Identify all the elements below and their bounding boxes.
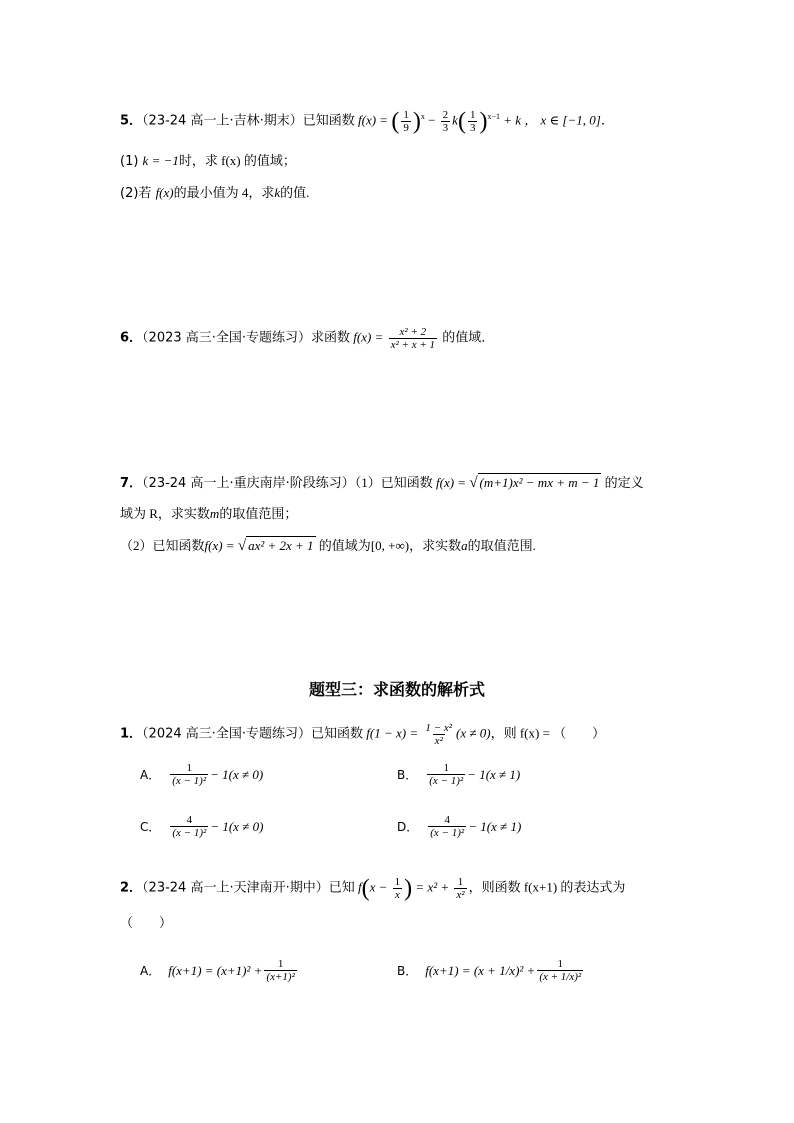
q7-radical-2: ax² + 2x + 1 [248, 538, 314, 553]
q5-frac-3: $\frac{1}{3}$ [469, 108, 476, 134]
q7-line2: 域为 R，求实数m的取值范围； [120, 506, 298, 521]
q6-number: 6． [120, 330, 143, 346]
q5-part1: (1) k = −1时，求 f(x) 的值域； [120, 153, 296, 169]
q5-part2: (2)若 f(x)的最小值为 4，求k的值. [120, 185, 310, 201]
s1-line: 1．（2024 高三·全国·专题练习）已知函数 f(1 − x) = $\frac{\text{1 − x²}}{\text{x²}}$ (x ≠ 0)，则 f(x) = （ ） [120, 722, 606, 747]
q5-lead: 已知函数 [302, 112, 355, 128]
s1-source: （2024 高三·全国·专题练习） [142, 726, 312, 742]
q5-line: 5．（23-24 高一上·吉林·期末）已知函数 f(x) = ( $\frac{1}{9}$ )$^x$ − $\frac{2}{3}$ k( $\frac{1}{3}$ )$^{x-1}$ + k ， x ∈ [−1, 0]． [120, 108, 614, 135]
s1-option-d[interactable]: D． $\frac{4}{\text{(x − 1)²}}$ − 1(x ≠ 1) [397, 814, 522, 839]
s1-option-a[interactable]: A． $\frac{1}{\text{(x − 1)²}}$ − 1(x ≠ 0) [140, 762, 264, 787]
q6-source: （2023 高三·全国·专题练习） [142, 330, 312, 346]
s2-option-a[interactable]: A． f(x+1) = (x+1)² + $\frac{1}{\text{(x+1)²}}$ [140, 958, 295, 983]
q5-frac-2: $\frac{2}{3}$ [442, 108, 449, 134]
q7-line1: 7．（23-24 高一上·重庆南岸·阶段练习）（1）已知函数 f(x) = √ (m+1)x² − mx + m − 1 的定义 [120, 475, 644, 491]
q5-source: （23-24 高一上·吉林·期末） [142, 113, 303, 129]
s1-number: 1． [120, 726, 143, 742]
q7-source: （23-24 高一上·重庆南岸·阶段练习） [142, 476, 355, 491]
q5-func-name: f(x) = [358, 112, 392, 128]
s2-source: （23-24 高一上·天津南开·期中） [142, 880, 329, 896]
s2-paren: （ ） [120, 915, 173, 930]
q7-number: 7． [120, 476, 143, 491]
s2-line: 2．（23-24 高一上·天津南开·期中）已知 f(x − $\frac{1}{x}$ ) = x² + $\frac{1}{\text{x²}}$ ，则函数 f(x+1) 的表达式为 [120, 875, 626, 902]
q5-frac-1: $\frac{1}{9}$ [403, 108, 409, 134]
q6-fraction: $\frac{\text{x² + 2}}{\text{x² + x + 1}}$ [390, 326, 436, 351]
s1-option-c[interactable]: C． $\frac{4}{\text{(x − 1)²}}$ − 1(x ≠ 0) [140, 814, 264, 839]
q7-line3: （2）已知函数f(x) = √ ax² + 2x + 1 的值域为[0, +∞)，求实数a的取值范围. [120, 538, 536, 554]
s1-fraction: $\frac{\text{1 − x²}}{\text{x²}}$ [425, 722, 452, 747]
q6-line: 6．（2023 高三·全国·专题练习）求函数 f(x) = $\frac{\text{x² + 2}}{\text{x² + x + 1}}$ 的值域． [120, 326, 495, 351]
s2-number: 2． [120, 880, 143, 896]
q7-radical-1: (m+1)x² − mx + m − 1 [479, 475, 600, 490]
s2-option-b[interactable]: B． f(x+1) = (x + 1/x)² + $\frac{1}{\text{(x + 1/x)²}}$ [397, 958, 582, 983]
q5-domain: x ∈ [−1, 0]． [540, 112, 614, 128]
s1-option-b[interactable]: B． $\frac{1}{\text{(x − 1)²}}$ − 1(x ≠ 1) [397, 762, 521, 787]
q5-number: 5． [120, 113, 143, 129]
section-heading: 题型三：求函数的解析式 [308, 680, 485, 699]
